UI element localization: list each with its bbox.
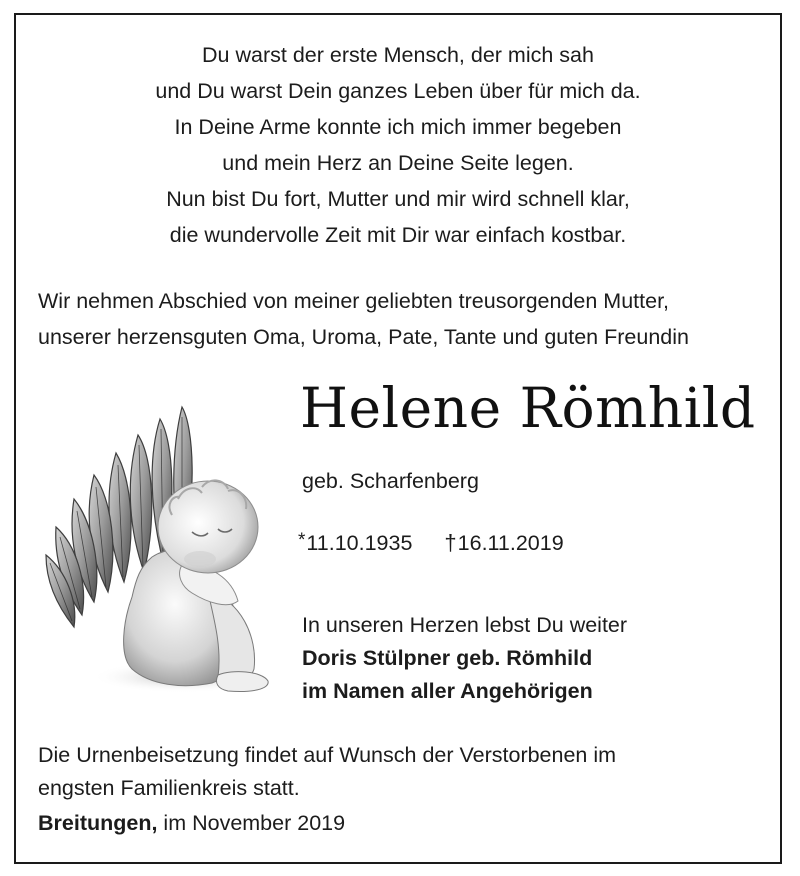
- mourner-name: Doris Stülpner geb. Römhild: [302, 646, 593, 670]
- notice-line: Die Urnenbeisetzung findet auf Wunsch der Verstorbenen im: [38, 743, 617, 767]
- poem-line: und mein Herz an Deine Seite legen.: [222, 151, 574, 175]
- deceased-name: Helene Römhild: [300, 376, 756, 440]
- intro-line: Wir nehmen Abschied von meiner geliebten treusorgenden Mutter,: [38, 289, 670, 313]
- poem-line: Du warst der erste Mensch, der mich sah: [202, 43, 594, 67]
- cross-icon: †: [444, 530, 457, 555]
- town: Breitungen,: [38, 811, 158, 835]
- birth-date: 11.10.1935: [306, 531, 413, 555]
- mourner-family: im Namen aller Angehörigen: [302, 679, 593, 703]
- notice-line: engsten Familienkreis statt.: [38, 776, 300, 800]
- mourners-block: [302, 609, 627, 708]
- intro-text: [38, 283, 778, 355]
- poem: [16, 37, 780, 253]
- birth-name: geb. Scharfenberg: [302, 469, 479, 493]
- angel-statue-icon: [32, 387, 270, 697]
- life-dates: [298, 530, 564, 556]
- date-line: im November 2019: [157, 811, 346, 835]
- poem-line: und Du warst Dein ganzes Leben über für mich da.: [155, 79, 641, 103]
- poem-line: die wundervolle Zeit mit Dir war einfach kostbar.: [169, 223, 627, 247]
- obituary-frame: [14, 13, 782, 864]
- place-date: [38, 811, 345, 836]
- mourners-line: In unseren Herzen lebst Du weiter: [302, 613, 628, 637]
- poem-line: Nun bist Du fort, Mutter und mir wird schnell klar,: [166, 187, 630, 211]
- poem-line: In Deine Arme konnte ich mich immer begeben: [174, 115, 622, 139]
- birth-star-icon: *: [298, 530, 306, 551]
- death-date: 16.11.2019: [457, 531, 564, 555]
- burial-notice: [38, 739, 778, 805]
- intro-line: unserer herzensguten Oma, Uroma, Pate, Tante und guten Freundin: [38, 325, 689, 349]
